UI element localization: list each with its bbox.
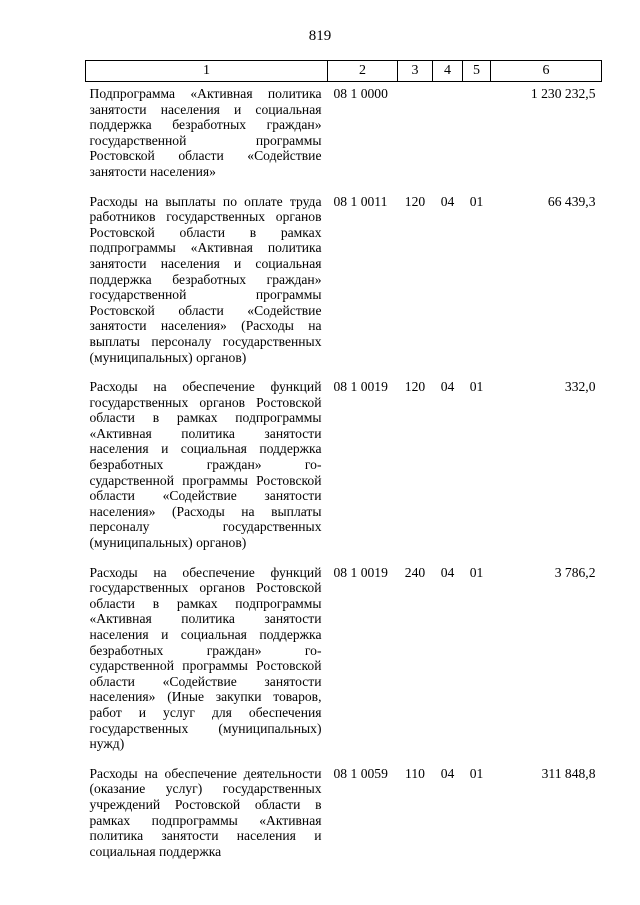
- row-amount: 332,0: [564, 379, 596, 395]
- table-row: [86, 762, 602, 870]
- row-section: 04: [440, 765, 455, 781]
- row-name: Расходы на обеспечение функций государственных органов Ростовской области в рамках подпрограммы «Активная политика занятости населения и социальная поддержка безработных граждан» государственной программы Ростовской области «Содействие занятости населения» (Иные закупки товаров, работ и услуг для обеспечения государственных (муниципальных) нужд): [89, 564, 322, 752]
- row-target-code: 08 1 0000: [333, 86, 388, 101]
- row-amount: 311 848,8: [541, 765, 596, 781]
- table-header-row: [86, 61, 602, 82]
- page-number: 819: [308, 28, 332, 44]
- row-subsection: 01: [469, 765, 484, 781]
- row-section: [433, 82, 463, 190]
- table-row: [86, 561, 602, 762]
- row-subsection: 01: [469, 193, 484, 209]
- column-header-amount: 6: [491, 61, 602, 82]
- row-subsection: [463, 82, 491, 190]
- table-row: [86, 375, 602, 561]
- row-target-code: 08 1 0019: [333, 564, 388, 580]
- budget-table: [85, 60, 602, 869]
- column-header-section: 4: [433, 61, 463, 82]
- row-expense-type: 240: [404, 564, 426, 580]
- column-header-expense-type: 3: [398, 61, 433, 82]
- row-amount: 1 230 232,5: [530, 86, 596, 101]
- row-name: Подпрограмма «Активная политика занятости населения и социальная поддержка безработных граждан» государственной программы Ростовской области «Содействие занятости населения»: [89, 86, 322, 179]
- column-header-name: 1: [86, 61, 328, 82]
- row-target-code: 08 1 0059: [333, 765, 388, 781]
- row-subsection: 01: [469, 379, 484, 395]
- column-header-subsection: 5: [463, 61, 491, 82]
- row-target-code: 08 1 0011: [333, 193, 388, 209]
- row-name: Расходы на обеспечение функций государственных органов Ростовской области в рамках подпрограммы «Активная политика занятости населения и социальная поддержка безработных граждан» государственной программы Ростовской области «Содействие занятости населения» (Расходы на выплаты персоналу государственных (муниципальных) органов): [89, 379, 322, 551]
- row-amount: 3 786,2: [554, 564, 596, 580]
- column-header-target-code: 2: [328, 61, 398, 82]
- row-expense-type: 110: [405, 765, 425, 781]
- table-row: [86, 82, 602, 190]
- row-section: 04: [440, 379, 455, 395]
- row-expense-type: [398, 82, 433, 190]
- row-expense-type: 120: [404, 193, 426, 209]
- row-subsection: 01: [469, 564, 484, 580]
- row-expense-type: 120: [404, 379, 426, 395]
- row-name: Расходы на выплаты по оплате труда работников государственных органов Ростовской области в рамках подпрограммы «Активная политика занятости населения и социальная поддержка безработных граждан» государственной программы Ростовской области «Содействие занятости населения» (Расходы на выплаты персоналу государственных (муниципальных) органов): [89, 193, 322, 365]
- row-section: 04: [440, 564, 455, 580]
- row-amount: 66 439,3: [547, 193, 596, 209]
- row-name: Расходы на обеспечение деятельности (оказание услуг) государственных учреждений Ростовской области в рамках подпрограммы «Активная политика занятости населения и социальная поддержка: [89, 765, 322, 859]
- row-target-code: 08 1 0019: [333, 379, 388, 395]
- table-row: [86, 190, 602, 376]
- row-section: 04: [440, 193, 455, 209]
